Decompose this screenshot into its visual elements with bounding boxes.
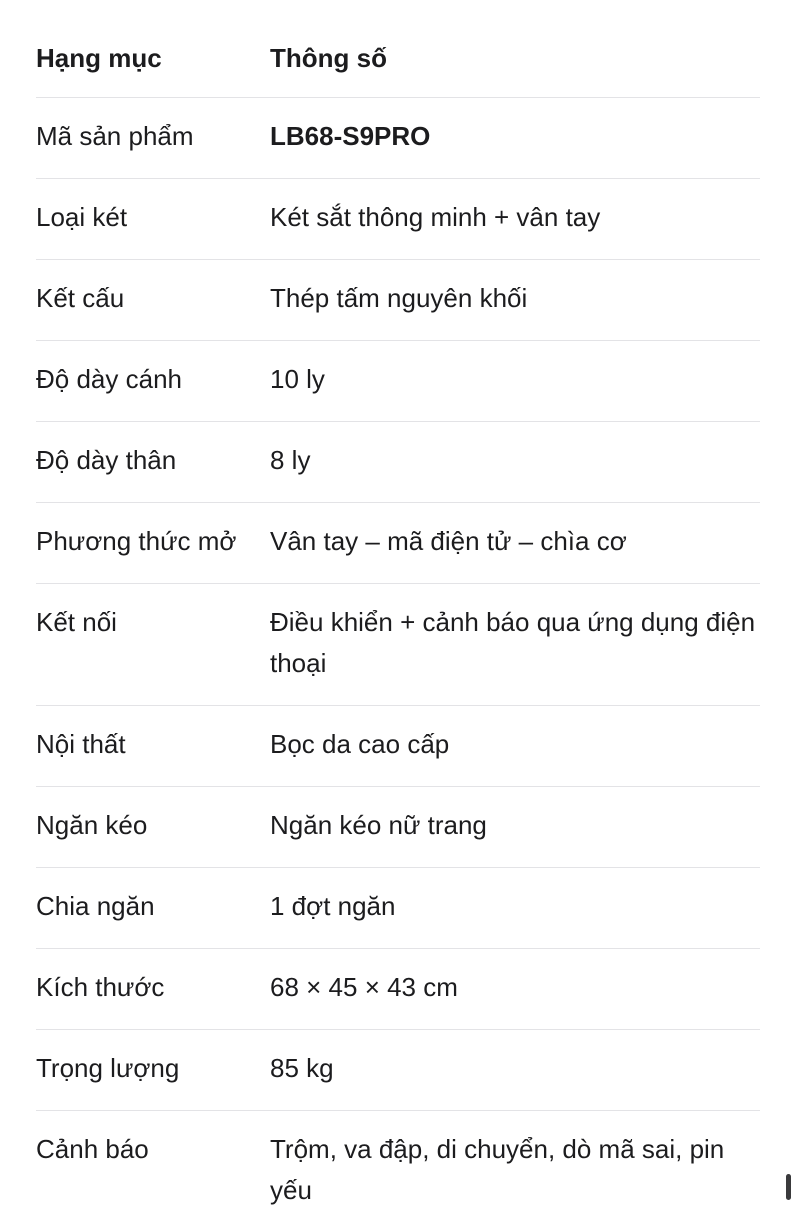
table-row [36,868,760,949]
row-label: Ngăn kéo [36,810,148,840]
row-label: Độ dày cánh [36,364,182,394]
row-value: 1 đợt ngăn [270,891,396,921]
row-value: Bọc da cao cấp [270,729,450,759]
row-value: 10 ly [270,364,325,394]
table-row [36,584,760,706]
header-category: Hạng mục [36,43,162,73]
scroll-indicator[interactable] [786,1174,791,1200]
row-label: Kết nối [36,607,117,637]
table-row [36,260,760,341]
table-header-row [36,20,760,98]
row-label: Chia ngăn [36,891,155,921]
row-label: Độ dày thân [36,445,177,475]
row-value: Vân tay – mã điện tử – chìa cơ [270,526,627,556]
table-row [36,1111,760,1232]
table-row [36,422,760,503]
row-value: Két sắt thông minh + vân tay [270,202,601,232]
row-value: Điều khiển + cảnh báo qua ứng dụng điện thoại [270,607,756,678]
header-spec: Thông số [270,43,387,73]
row-label: Nội thất [36,729,126,759]
row-value: 68 × 45 × 43 cm [270,972,458,1002]
row-value: 85 kg [270,1053,334,1083]
row-value: 8 ly [270,445,311,475]
row-value: Ngăn kéo nữ trang [270,810,487,840]
row-value: LB68-S9PRO [270,121,431,151]
table-row [36,179,760,260]
table-row [36,341,760,422]
table-row [36,1030,760,1111]
row-label: Kết cấu [36,283,125,313]
spec-table [36,20,760,1232]
row-value: Thép tấm nguyên khối [270,283,528,313]
row-value: Trộm, va đập, di chuyển, dò mã sai, pin yếu [270,1134,725,1205]
table-row [36,787,760,868]
table-row [36,503,760,584]
table-row [36,949,760,1030]
row-label: Trọng lượng [36,1053,180,1083]
row-label: Mã sản phẩm [36,121,194,151]
table-row [36,706,760,787]
table-row [36,98,760,179]
row-label: Cảnh báo [36,1134,149,1164]
row-label: Loại két [36,202,128,232]
row-label: Kích thước [36,972,165,1002]
row-label: Phương thức mở [36,526,237,556]
